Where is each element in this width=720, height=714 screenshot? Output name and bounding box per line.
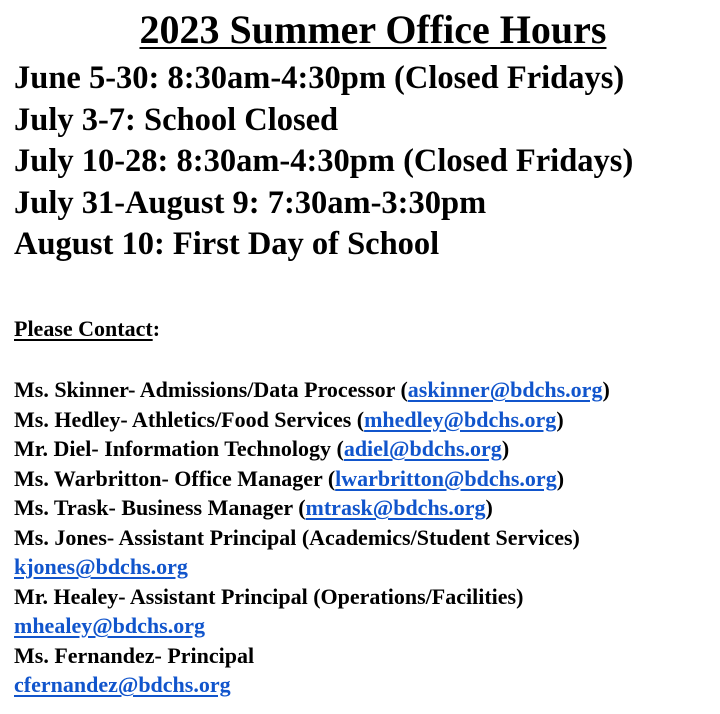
contact-name: Ms. Warbritton- Office Manager xyxy=(14,465,323,491)
email-link[interactable]: mhedley@bdchs.org xyxy=(364,406,557,432)
contact-item-email xyxy=(14,670,610,700)
email-link[interactable]: adiel@bdchs.org xyxy=(343,436,502,461)
contact-name: Ms. Fernandez- Principal xyxy=(14,642,255,668)
email-link[interactable]: cfernandez@bdchs.org xyxy=(14,672,231,697)
email-link[interactable]: mtrask@bdchs.org xyxy=(305,495,486,520)
contact-item: Mr. Diel- Information Technology (adiel@bdchs.org) xyxy=(14,436,510,461)
contact-heading xyxy=(14,314,160,344)
page-title-text: 2023 Summer Office Hours xyxy=(139,7,607,52)
contact-name: Mr. Diel- Information Technology xyxy=(14,436,331,461)
contact-item xyxy=(14,582,610,612)
contact-name: Ms. Trask- Business Manager xyxy=(14,495,293,520)
hours-item: July 3-7: School Closed xyxy=(14,101,339,138)
hours-item: July 10-28: 8:30am-4:30pm (Closed Fridays) xyxy=(14,143,634,179)
contact-item xyxy=(14,523,610,553)
contact-name: Ms. Skinner- Admissions/Data Processor xyxy=(14,377,395,402)
hours-item: July 31-August 9: 7:30am-3:30pm xyxy=(14,184,487,221)
contact-name: Mr. Healey- Assistant Principal (Operations/Facilities) xyxy=(14,583,524,609)
contact-item: Ms. Warbritton- Office Manager (lwarbritton@bdchs.org) xyxy=(14,465,565,491)
email-link[interactable]: kjones@bdchs.org xyxy=(14,554,188,579)
contact-item-email xyxy=(14,611,610,641)
hours-item: June 5-30: 8:30am-4:30pm (Closed Fridays) xyxy=(14,60,625,96)
email-link[interactable]: lwarbritton@bdchs.org xyxy=(335,465,557,491)
contact-item: Ms. Skinner- Admissions/Data Processor (askinner@bdchs.org) xyxy=(14,377,610,402)
email-link[interactable]: mhealey@bdchs.org xyxy=(14,613,205,638)
contact-heading-text: Please Contact xyxy=(14,316,153,341)
page-title xyxy=(0,6,720,54)
contact-name: Ms. Jones- Assistant Principal (Academics/Student Services) xyxy=(14,524,580,550)
email-link[interactable]: askinner@bdchs.org xyxy=(407,377,603,402)
contact-item: Ms. Trask- Business Manager (mtrask@bdchs.org) xyxy=(14,495,493,520)
contact-item-email xyxy=(14,552,610,582)
contact-heading-colon: : xyxy=(152,316,161,341)
contact-item xyxy=(14,641,610,671)
contact-item: Ms. Hedley- Athletics/Food Services (mhedley@bdchs.org) xyxy=(14,406,564,432)
contact-list xyxy=(14,375,610,700)
hours-item: August 10: First Day of School xyxy=(14,226,440,262)
contact-name: Ms. Hedley- Athletics/Food Services xyxy=(14,406,352,432)
hours-list xyxy=(14,58,633,266)
